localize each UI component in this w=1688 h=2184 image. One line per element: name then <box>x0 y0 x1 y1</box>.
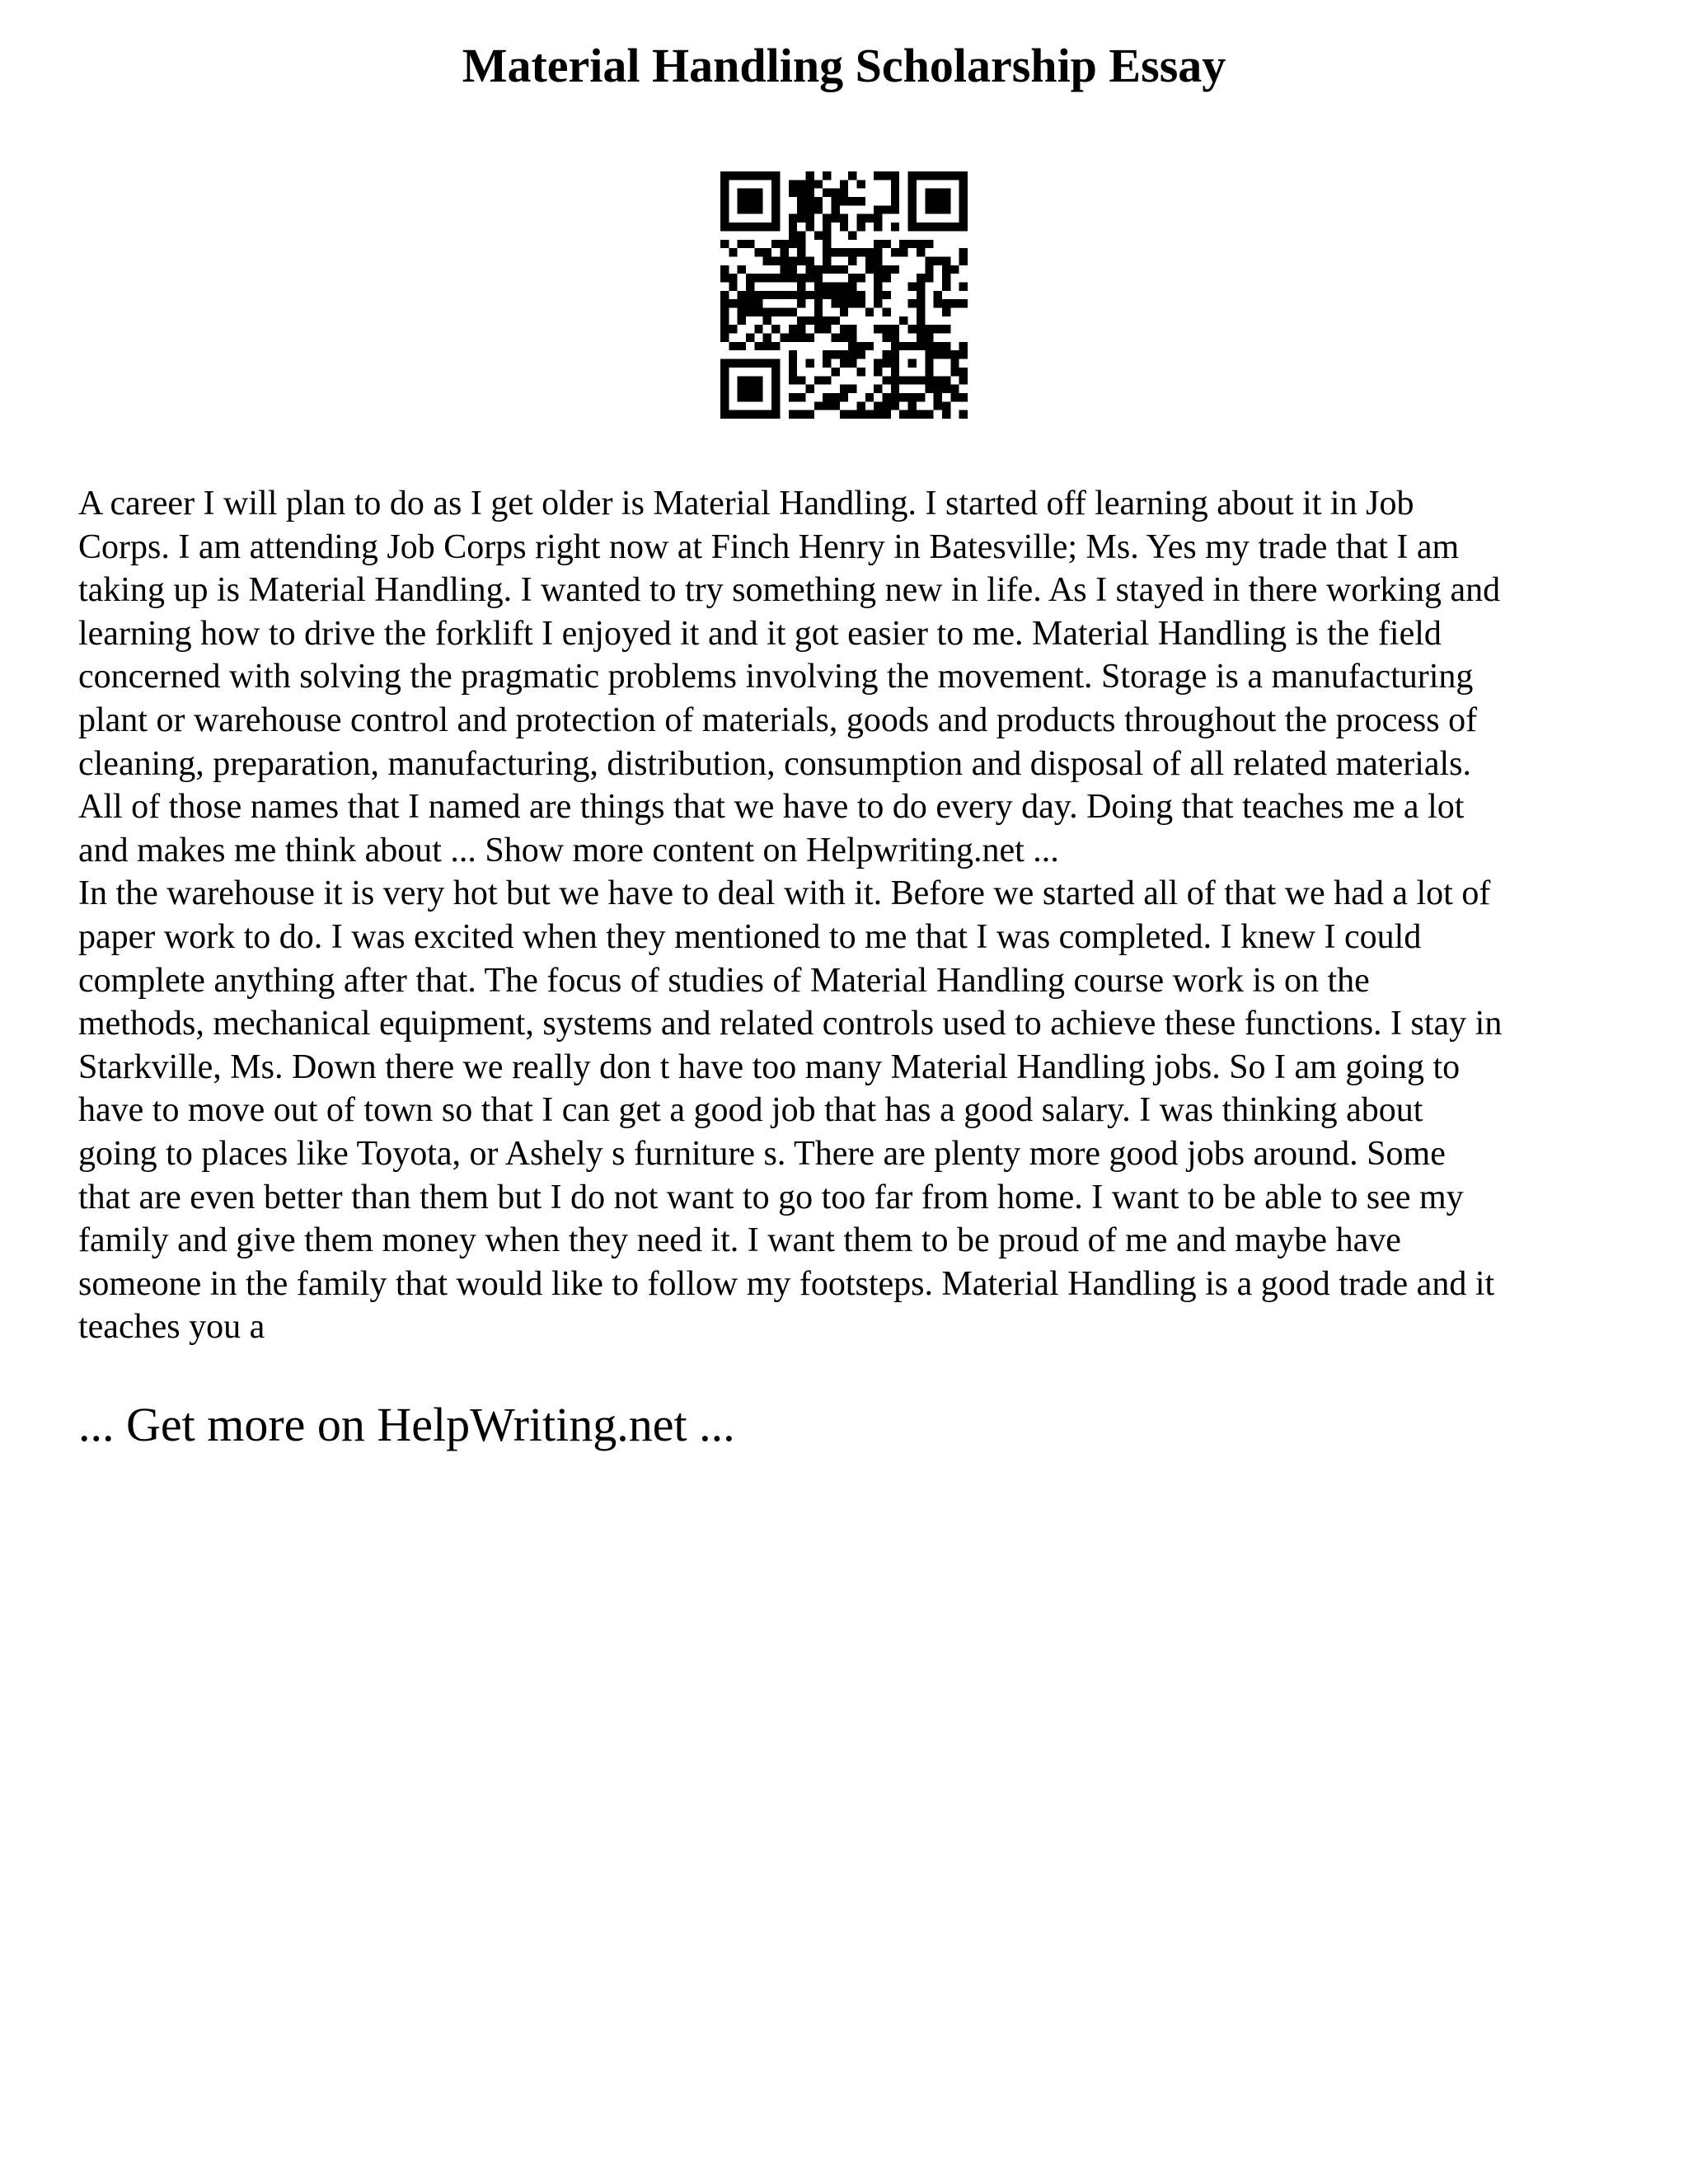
essay-line: family and give them money when they need it. I want them to be proud of me and maybe have <box>78 1221 1401 1260</box>
essay-line: taking up is Material Handling. I wanted to try something new in life. As I stayed in there working and <box>78 571 1501 610</box>
essay-line: going to places like Toyota, or Ashely s furniture s. There are plenty more good jobs around. Some <box>78 1134 1446 1173</box>
qr-code-icon <box>720 171 968 419</box>
essay-line: Starkville, Ms. Down there we really don t have too many Material Handling jobs. So I am going to <box>78 1047 1461 1086</box>
essay-line: have to move out of town so that I can get a good job that has a good salary. I was thinking about <box>78 1091 1423 1130</box>
essay-line: complete anything after that. The focus of studies of Material Handling course work is on the <box>78 961 1370 1000</box>
essay-body <box>78 482 1628 1349</box>
essay-line: that are even better than them but I do not want to go too far from home. I want to be able to see my <box>78 1178 1464 1216</box>
essay-line: teaches you a <box>78 1308 265 1347</box>
get-more-link[interactable]: ... Get more on HelpWriting.net ... <box>78 1398 735 1451</box>
essay-line: A career I will plan to do as I get older is Material Handling. I started off learning about it in Job <box>78 485 1414 523</box>
essay-line: In the warehouse it is very hot but we have to deal with it. Before we started all of that we had a lot of <box>78 874 1491 913</box>
essay-line: cleaning, preparation, manufacturing, distribution, consumption and disposal of all related materials. <box>78 744 1472 783</box>
essay-line: someone in the family that would like to follow my footsteps. Material Handling is a good trade and it <box>78 1264 1495 1303</box>
essay-line: concerned with solving the pragmatic problems involving the movement. Storage is a manufacturing <box>78 658 1474 696</box>
essay-line: methods, mechanical equipment, systems and related controls used to achieve these functions. I stay in <box>78 1005 1503 1043</box>
essay-line: and makes me think about ... Show more content on Helpwriting.net ... <box>78 831 1059 869</box>
document-title: Material Handling Scholarship Essay <box>462 39 1226 92</box>
essay-line: Corps. I am attending Job Corps right now at Finch Henry in Batesville; Ms. Yes my trade that I am <box>78 527 1460 566</box>
essay-line: learning how to drive the forklift I enjoyed it and it got easier to me. Material Handling is the field <box>78 614 1442 653</box>
essay-line: All of those names that I named are things that we have to do every day. Doing that teaches me a lot <box>78 788 1465 827</box>
essay-line: paper work to do. I was excited when they mentioned to me that I was completed. I knew I could <box>78 917 1422 956</box>
essay-line: plant or warehouse control and protection of materials, goods and products throughout the process of <box>78 701 1478 739</box>
